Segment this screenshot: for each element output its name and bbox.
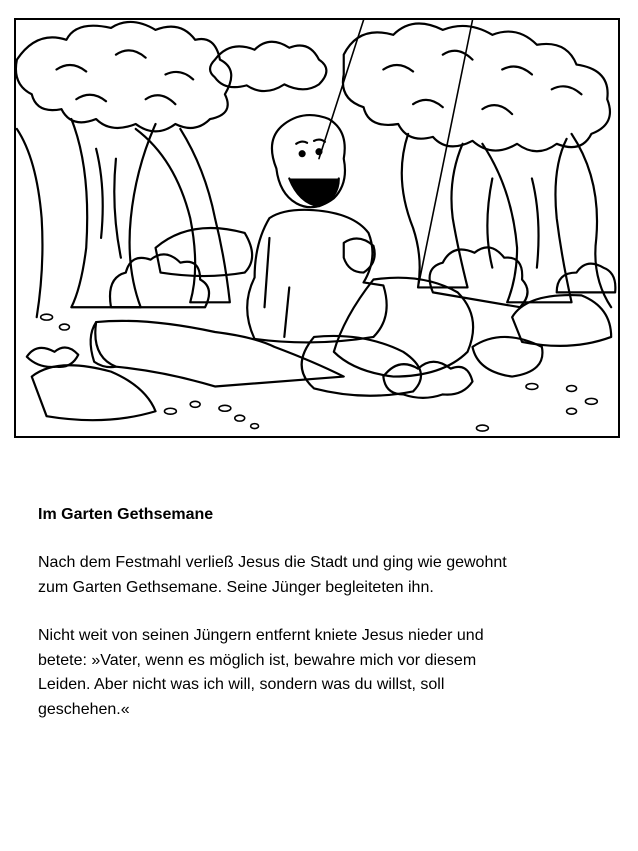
jesus-figure <box>91 115 387 386</box>
shrubs-foreground <box>27 348 473 398</box>
story-text <box>38 503 613 746</box>
light-rays <box>319 20 473 287</box>
tree-trunk-left <box>17 119 230 317</box>
story-paragraph-2: Nicht weit von seinen Jüngern entfernt kniete Jesus nieder und betete: »Vater, wenn es möglich ist, bewahre mich vor diesem Leiden. Aber nicht was ich will, sondern was du willst, soll geschehen.« <box>38 627 484 718</box>
story-paragraph-1: Nach dem Festmahl verließ Jesus die Stadt und ging wie gewohnt zum Garten Gethsemane. Seine Jünger begleiteten ihn. <box>38 554 507 596</box>
story-title: Im Garten Gethsemane <box>38 506 214 523</box>
tree-canopy-left <box>16 22 231 131</box>
ground-pebbles <box>41 314 598 431</box>
coloring-illustration <box>14 18 620 438</box>
tree-canopy-right <box>343 24 610 152</box>
